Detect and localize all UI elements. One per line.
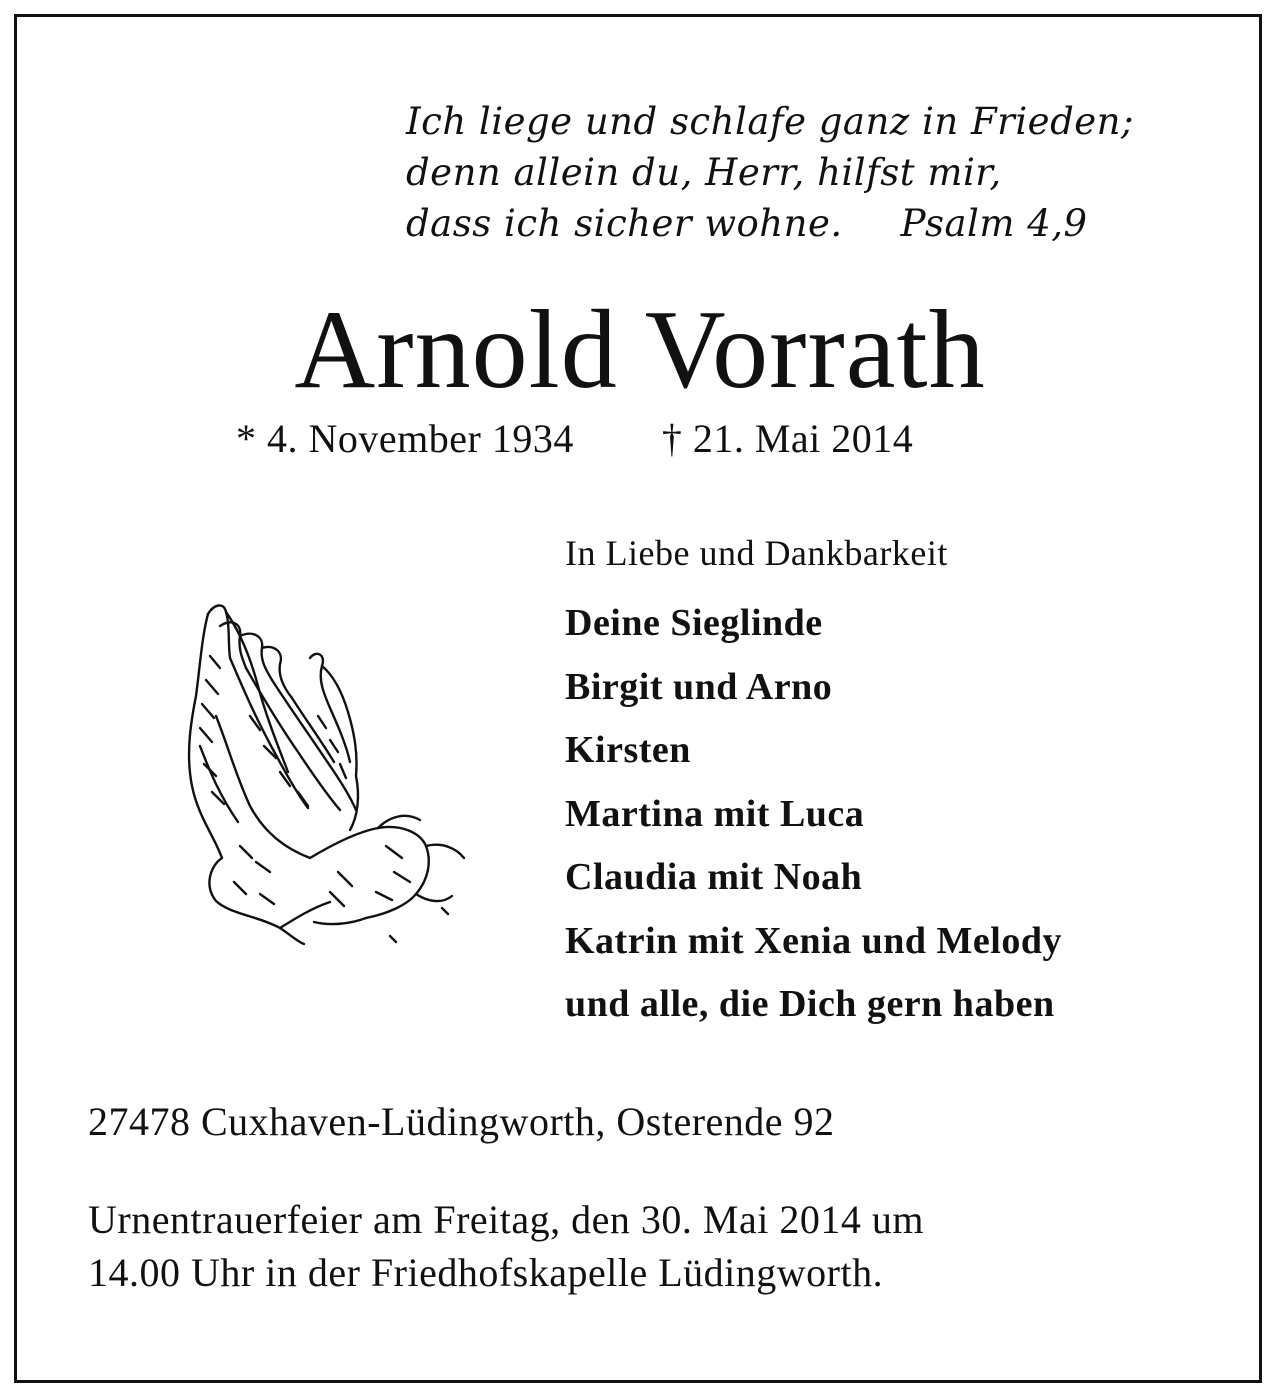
deceased-name: Arnold Vorrath <box>294 288 986 412</box>
mourners-list <box>565 592 1062 1037</box>
verse-reference: Psalm 4,9 <box>900 202 1088 245</box>
mourner-name: Deine Sieglinde <box>565 602 823 644</box>
address: 27478 Cuxhaven-Lüdingworth, Osterende 92 <box>88 1099 835 1144</box>
verse-line-text: dass ich sicher wohne. <box>406 202 843 245</box>
verse-line: Ich liege und schlafe ganz in Frieden; <box>406 100 1134 143</box>
mourner-name: Martina mit Luca <box>565 792 865 835</box>
mourners-intro: In Liebe und Dankbarkeit <box>565 533 948 573</box>
mourner-name: und alle, die Dich gern haben <box>565 983 1055 1025</box>
mourner-name: Claudia mit Noah <box>565 856 863 898</box>
praying-hands-icon <box>180 596 470 948</box>
service-line: 14.00 Uhr in der Friedhofskapelle Lüdingworth. <box>88 1250 884 1295</box>
death-date: † 21. Mai 2014 <box>661 416 914 461</box>
funeral-service-info <box>88 1193 924 1299</box>
verse-line-last <box>406 198 1134 249</box>
bible-verse <box>406 96 1134 249</box>
service-line: Urnentrauerfeier am Freitag, den 30. Mai 2014 um <box>88 1197 924 1242</box>
life-dates <box>236 414 913 464</box>
mourner-name: Kirsten <box>565 729 691 771</box>
mourner-name: Birgit und Arno <box>565 665 833 708</box>
verse-line: denn allein du, Herr, hilfst mir, <box>406 151 1002 194</box>
mourner-name: Katrin mit Xenia und Melody <box>565 919 1062 962</box>
birth-date: * 4. November 1934 <box>236 416 574 461</box>
